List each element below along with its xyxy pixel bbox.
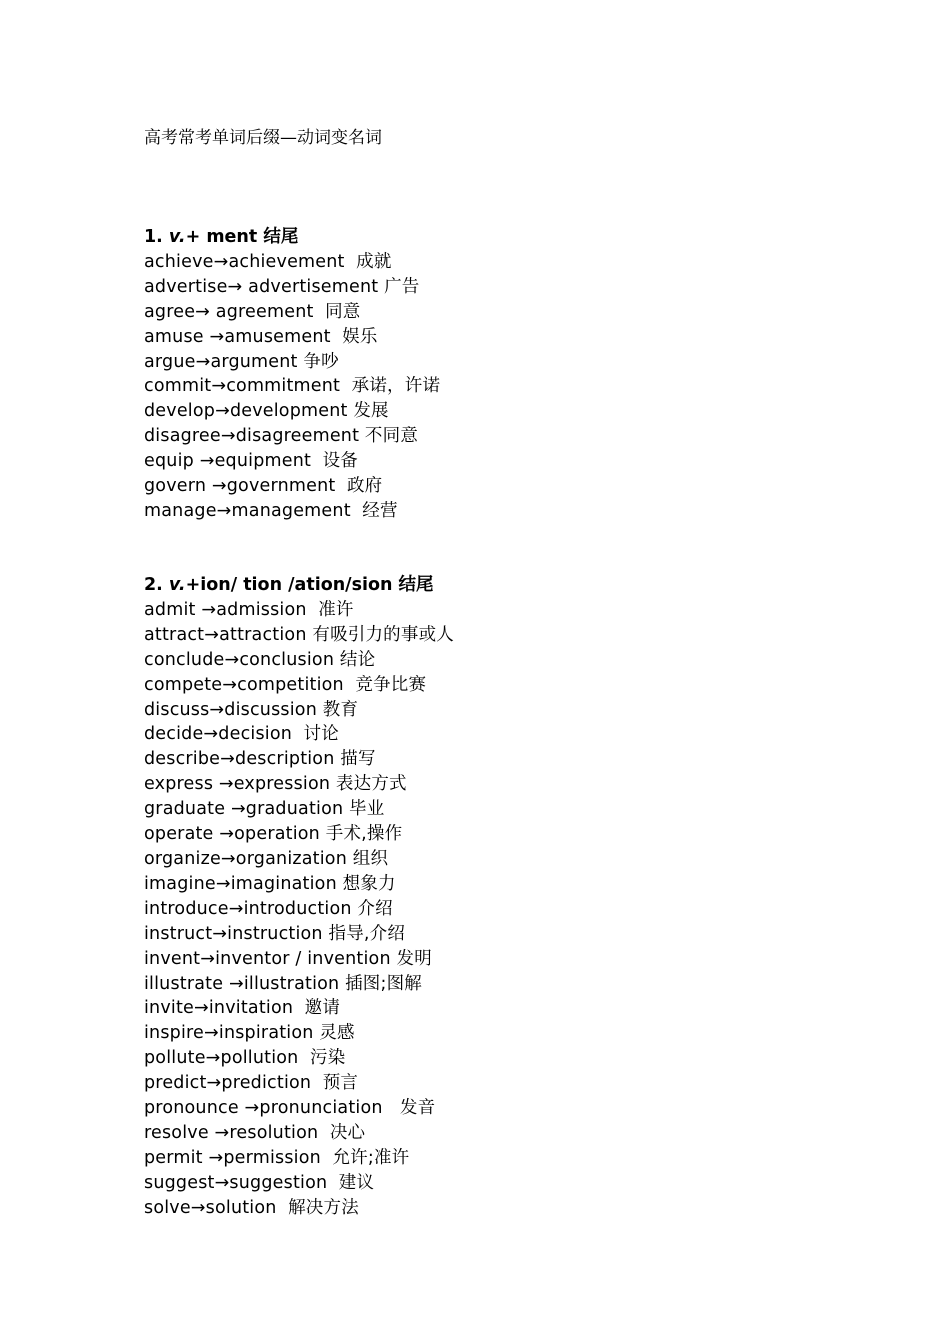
word-entry: operate →operation 手术,操作 — [144, 824, 403, 845]
word-entry: commit→commitment 承诺，许诺 — [144, 376, 441, 397]
word-entry: suggest→suggestion 建议 — [144, 1172, 375, 1193]
word-entry: admit →admission 准许 — [144, 599, 354, 620]
section-heading — [144, 573, 844, 598]
word-entry: conclude→conclusion 结论 — [144, 649, 376, 670]
word-list — [144, 250, 844, 524]
section-ion — [144, 573, 844, 1221]
word-list — [144, 598, 844, 1221]
word-entry: disagree→disagreement 不同意 — [144, 426, 419, 447]
word-entry: invite→invitation 邀请 — [144, 998, 341, 1019]
word-entry: instruct→instruction 指导,介绍 — [144, 923, 406, 944]
section-number: 2. — [144, 575, 163, 595]
part-of-speech: v. — [168, 227, 186, 247]
word-entry: decide→decision 讨论 — [144, 724, 339, 745]
word-entry: compete→competition 竞争比赛 — [144, 674, 427, 695]
word-entry: govern →government 政府 — [144, 476, 383, 497]
word-entry: introduce→introduction 介绍 — [144, 898, 393, 919]
document-title: 高考常考单词后缀—动词变名词 — [144, 128, 382, 148]
word-entry: amuse →amusement 娱乐 — [144, 326, 378, 347]
word-entry: invent→inventor / invention 发明 — [144, 948, 432, 969]
word-entry: discuss→discussion 教育 — [144, 699, 359, 720]
word-entry: imagine→imagination 想象力 — [144, 873, 396, 894]
word-entry: achieve→achievement 成就 — [144, 251, 392, 272]
suffix-label: +ion/ tion /ation/sion 结尾 — [185, 575, 434, 595]
word-entry: solve→solution 解决方法 — [144, 1197, 359, 1218]
word-entry: inspire→inspiration 灵感 — [144, 1023, 355, 1044]
word-entry: permit →permission 允许;准许 — [144, 1147, 410, 1168]
word-entry: agree→ agreement 同意 — [144, 301, 361, 322]
section-number: 1. — [144, 227, 163, 247]
word-entry: graduate →graduation 毕业 — [144, 799, 385, 820]
word-entry: equip →equipment 设备 — [144, 451, 358, 472]
section-heading — [144, 225, 844, 250]
word-entry: argue→argument 争吵 — [144, 351, 339, 372]
word-entry: predict→prediction 预言 — [144, 1073, 359, 1094]
suffix-label: + ment 结尾 — [185, 227, 299, 247]
word-entry: advertise→ advertisement 广告 — [144, 276, 420, 297]
word-entry: develop→development 发展 — [144, 401, 389, 422]
word-entry: express →expression 表达方式 — [144, 774, 407, 795]
part-of-speech: v. — [168, 575, 186, 595]
word-entry: manage→management 经营 — [144, 500, 398, 521]
word-entry: pronounce →pronunciation 发音 — [144, 1098, 436, 1119]
word-entry: attract→attraction 有吸引力的事或人 — [144, 624, 454, 645]
word-entry: pollute→pollution 污染 — [144, 1048, 346, 1069]
word-entry: illustrate →illustration 插图;图解 — [144, 973, 422, 994]
section-ment — [144, 225, 844, 524]
word-entry: organize→organization 组织 — [144, 848, 389, 869]
word-entry: describe→description 描写 — [144, 749, 376, 770]
word-entry: resolve →resolution 决心 — [144, 1122, 366, 1143]
